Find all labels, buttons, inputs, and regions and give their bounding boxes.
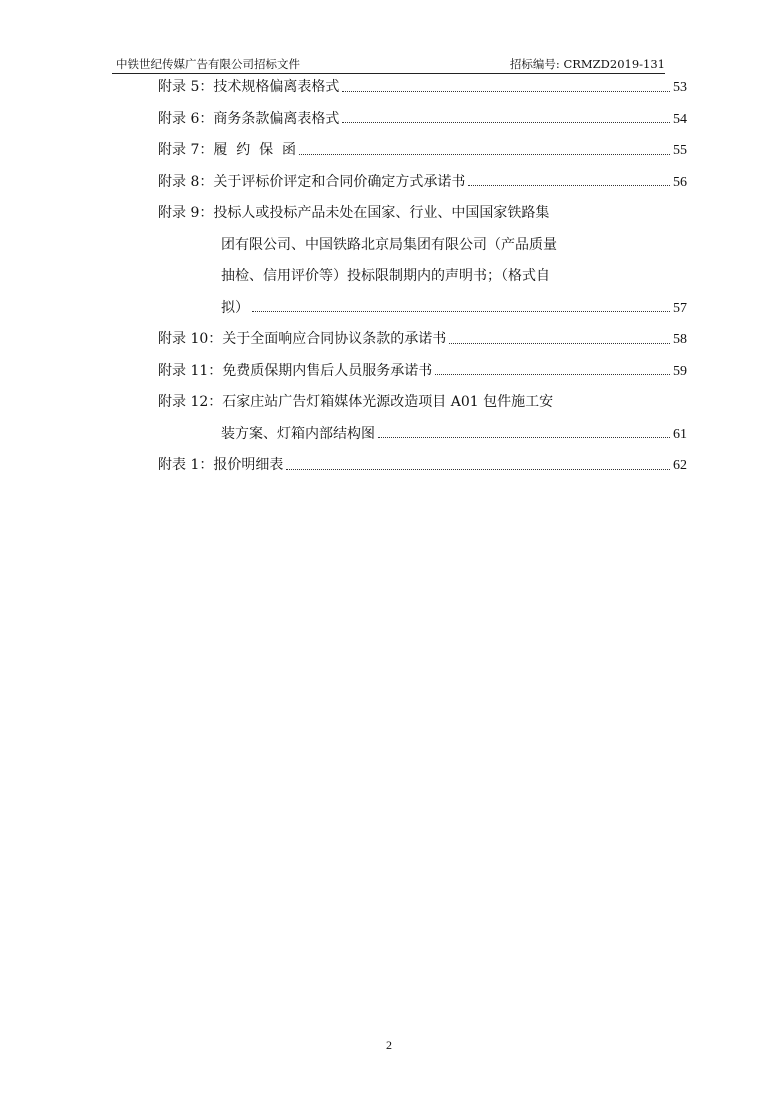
header-tender-number: 招标编号: CRMZD2019-131 — [509, 57, 665, 71]
toc-entry-page: 58 — [673, 332, 687, 347]
toc-entry-page: 62 — [673, 458, 687, 473]
toc-entry-page: 61 — [673, 426, 687, 442]
toc-entry-prefix: 附录 5： — [158, 79, 214, 95]
toc-entry-title: 免费质保期内售后人员服务承诺书 — [222, 362, 433, 379]
toc-entry-page: 57 — [673, 300, 687, 316]
toc-entry-page: 53 — [673, 80, 687, 95]
toc-entry-title-line-1: 投标人或投标产品未处在国家、行业、中国国家铁路集 — [213, 205, 550, 221]
toc-leader-dots — [252, 311, 670, 312]
toc-leader-dots — [286, 469, 670, 470]
toc-entry-page: 55 — [673, 143, 687, 158]
toc-entry-appendix-7[interactable] — [158, 135, 687, 167]
toc-leader-dots — [468, 185, 670, 186]
toc-entry-title: 技术规格偏离表格式 — [213, 79, 340, 95]
toc-entry-schedule-1[interactable] — [158, 450, 687, 482]
toc-entry-prefix: 附录 12： — [158, 394, 223, 410]
toc-entry-appendix-5[interactable] — [158, 72, 687, 104]
toc-leader-dots — [299, 154, 670, 155]
toc-entry-prefix: 附录 10： — [158, 331, 223, 347]
toc-leader-dots — [449, 343, 670, 344]
toc-entry-appendix-6[interactable] — [158, 104, 687, 136]
header-company: 中铁世纪传媒广告有限公司招标文件 — [116, 57, 300, 71]
toc-entry-title: 商务条款偏离表格式 — [213, 110, 340, 127]
toc-entry-title-line-2: 团有限公司、中国铁路北京局集团有限公司（产品质量 — [221, 236, 557, 253]
toc-entry-page: 54 — [673, 111, 687, 127]
toc-entry-title: 报价明细表 — [213, 457, 284, 473]
toc-entry-prefix: 附表 1： — [158, 457, 214, 473]
toc-leader-dots — [342, 122, 670, 123]
toc-leader-dots — [342, 91, 670, 92]
toc-entry-appendix-12[interactable] — [158, 387, 687, 450]
toc-entry-prefix: 附录 7： — [158, 142, 214, 158]
toc-entry-appendix-8[interactable] — [158, 167, 687, 199]
table-of-contents — [158, 72, 687, 482]
toc-entry-prefix: 附录 9： — [158, 205, 214, 221]
toc-entry-page: 59 — [673, 363, 687, 379]
toc-entry-title: 关于全面响应合同协议条款的承诺书 — [222, 331, 447, 347]
toc-entry-title: 关于评标价评定和合同价确定方式承诺书 — [213, 173, 466, 190]
toc-entry-appendix-9[interactable] — [158, 198, 687, 324]
toc-entry-appendix-11[interactable] — [158, 356, 687, 388]
page-number: 2 — [386, 1038, 392, 1052]
toc-entry-title-line-2: 装方案、灯箱内部结构图 — [221, 425, 375, 442]
toc-entry-title-line-4: 拟） — [221, 299, 249, 316]
toc-leader-dots — [435, 374, 670, 375]
toc-entry-prefix: 附录 11： — [158, 362, 223, 379]
toc-entry-prefix: 附录 6： — [158, 110, 214, 127]
toc-entry-title: 履 约 保 函 — [213, 142, 297, 158]
toc-entry-page: 56 — [673, 174, 687, 190]
toc-entry-title-line-1: 石家庄站广告灯箱媒体光源改造项目 A01 包件施工安 — [222, 394, 554, 410]
toc-leader-dots — [378, 437, 670, 438]
toc-entry-prefix: 附录 8： — [158, 173, 214, 190]
toc-entry-appendix-10[interactable] — [158, 324, 687, 356]
toc-entry-title-line-3: 抽检、信用评价等）投标限制期内的声明书；（格式自 — [221, 268, 550, 284]
